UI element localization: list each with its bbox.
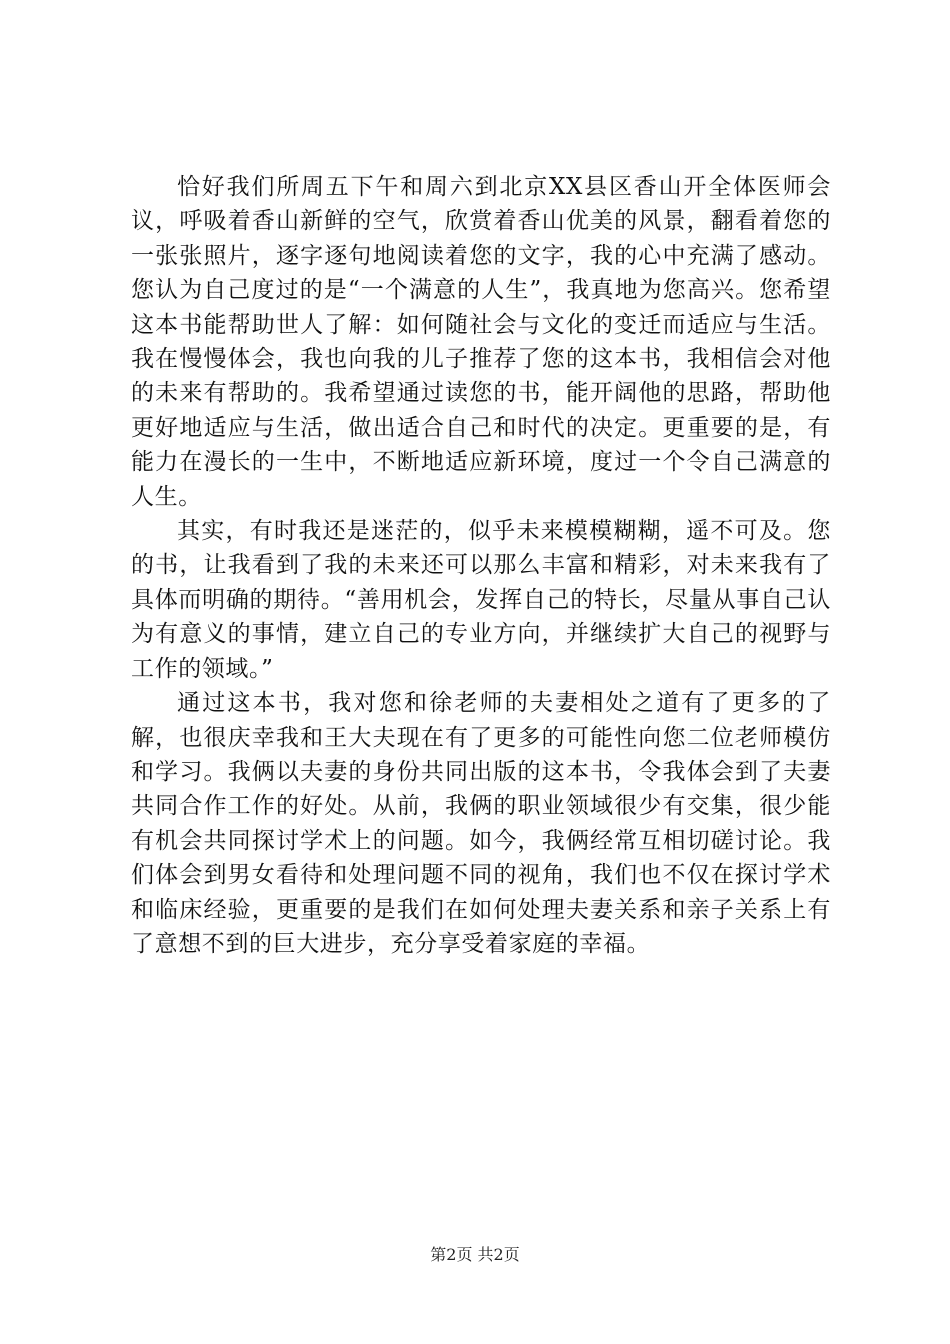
page-number-label: 第2页 共2页 — [430, 1245, 520, 1264]
page-footer — [0, 1244, 950, 1266]
paragraph-3: 通过这本书，我对您和徐老师的夫妻相处之道有了更多的了解，也很庆幸我和王大夫现在有了更多的可能性向您二位老师模仿和学习。我俩以夫妻的身份共同出版的这本书，令我体会到了夫妻共同合作工作的好处。从前，我俩的职业领域很少有交集，很少能有机会共同探讨学术上的问题。如今，我俩经常互相切磋讨论。我们体会到男女看待和处理问题不同的视角，我们也不仅在探讨学术和临床经验，更重要的是我们在如何处理夫妻关系和亲子关系上有了意想不到的巨大进步，充分享受着家庭的幸福。 — [131, 690, 831, 957]
paragraph-1: 恰好我们所周五下午和周六到北京XX县区香山开全体医师会议，呼吸着香山新鲜的空气，欣赏着香山优美的风景，翻看着您的一张张照片，逐字逐句地阅读着您的文字，我的心中充满了感动。您认为自己度过的是“一个满意的人生”，我真地为您高兴。您希望这本书能帮助世人了解：如何随社会与文化的变迁而适应与生活。我在慢慢体会，我也向我的儿子推荐了您的这本书，我相信会对他的未来有帮助的。我希望通过读您的书，能开阔他的思路，帮助他更好地适应与生活，做出适合自己和时代的决定。更重要的是，有能力在漫长的一生中，不断地适应新环境，度过一个令自己满意的人生。 — [131, 174, 831, 510]
document-body — [131, 170, 831, 961]
paragraph-2: 其实，有时我还是迷茫的，似乎未来模模糊糊，遥不可及。您的书，让我看到了我的未来还可以那么丰富和精彩，对未来我有了具体而明确的期待。“善用机会，发挥自己的特长，尽量从事自己认为有意义的事情，建立自己的专业方向，并继续扩大自己的视野与工作的领域。” — [131, 518, 831, 682]
